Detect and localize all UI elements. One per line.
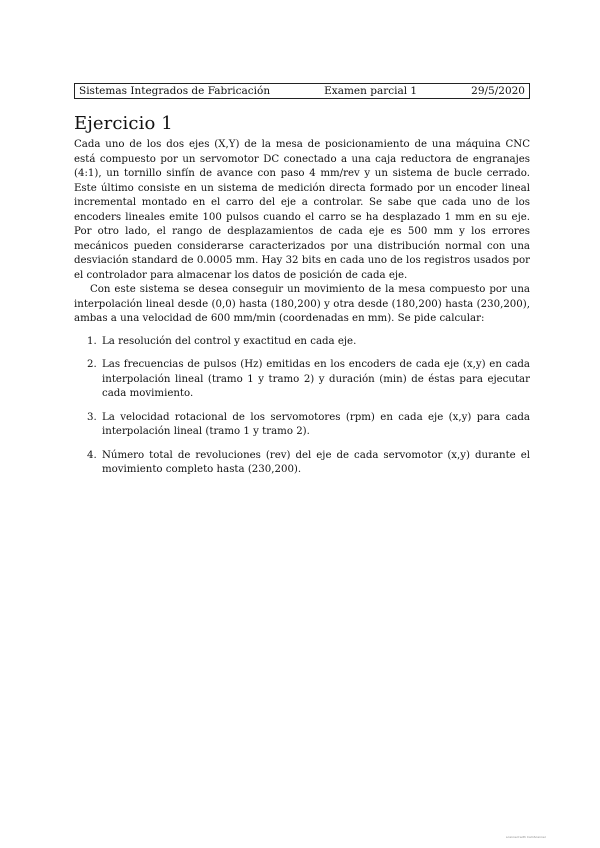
scanner-watermark: scanned with CamScanner (506, 835, 547, 839)
exercise-title: Ejercicio 1 (74, 113, 173, 134)
paragraph-task: Con este sistema se desea conseguir un movimiento de la mesa compuesto por una interpolación lineal desde (0,0) hasta (180,200) y otra desde (180,200) hasta (230,200), ambas a una velocidad de 600 mm/min (coordenadas en mm). Se pide calcular: (74, 284, 530, 324)
page-header (74, 83, 530, 99)
paragraph-statement: Cada uno de los dos ejes (X,Y) de la mesa de posicionamiento de una máquina CNC está compuesto por un servomotor DC conectado a una caja reductora de engranajes (4:1), un tornillo sinfín de avance con paso 4 mm/rev y un sistema de bucle cerrado. Este último consiste en un sistema de medición directa formado por un encoder lineal incremental montado en el carro del eje a controlar. Se sabe que cada uno de los encoders lineales emite 100 pulsos cuando el carro se ha desplazado 1 mm en su eje. Por otro lado, el rango de desplazamientos de cada eje es 500 mm y los errores mecánicos pueden considerarse caracterizados por una distribución normal con una desviación standard de 0.0005 mm. Hay 32 bits en cada uno de los registros usados por el controlador para almacenar los datos de posición de cada eje. (74, 139, 530, 281)
header-course: Sistemas Integrados de Fabricación (79, 85, 271, 97)
question-item-2: 2. Las frecuencias de pulsos (Hz) emitidas en los encoders de cada eje (x,y) en cada interpolación lineal (tramo 1 y tramo 2) y duración (min) de éstas para ejecutar cada movimiento. (100, 358, 530, 402)
question-item-3: 3. La velocidad rotacional de los servomotores (rpm) en cada eje (x,y) para cada interpolación lineal (tramo 1 y tramo 2). (100, 411, 530, 440)
question-item-4: 4. Número total de revoluciones (rev) del eje de cada servomotor (x,y) durante el movimiento completo hasta (230,200). (100, 449, 530, 478)
question-list (74, 335, 530, 478)
header-exam: Examen parcial 1 (324, 85, 418, 97)
question-item-1: 1. La resolución del control y exactitud en cada eje. (100, 335, 530, 350)
header-date: 29/5/2020 (471, 85, 525, 97)
exercise-body (74, 138, 530, 487)
